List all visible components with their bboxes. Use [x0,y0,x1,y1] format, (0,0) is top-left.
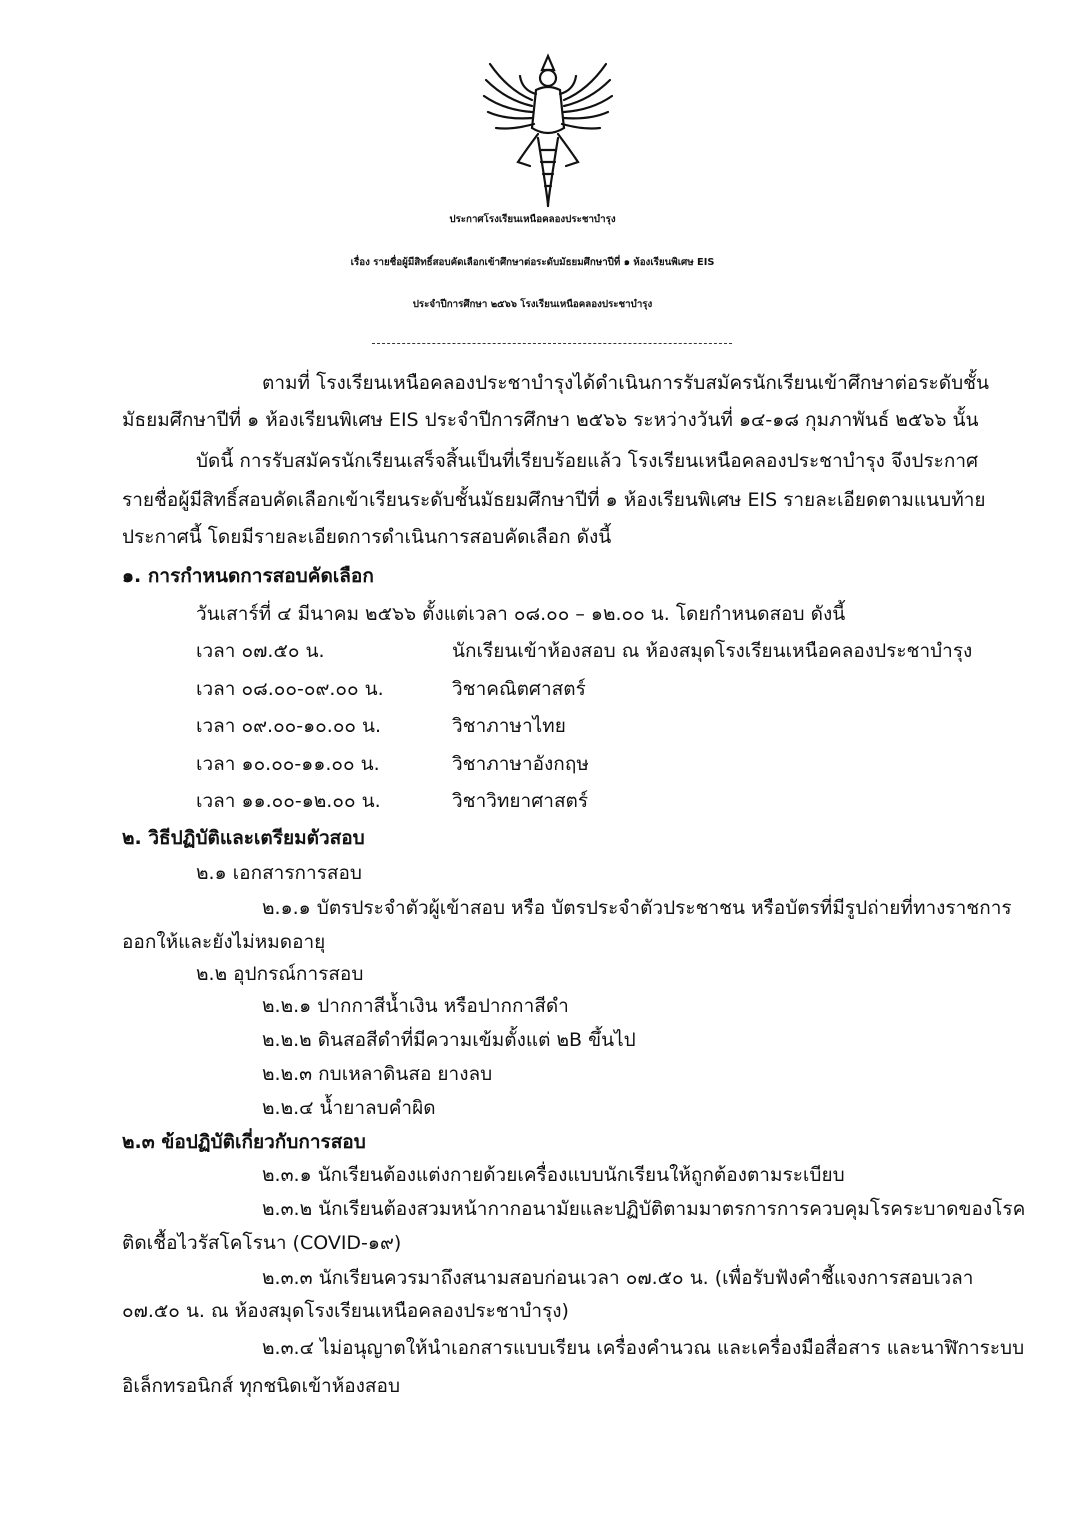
section-1-heading: ๑. การกำหนดการสอบคัดเลือก [122,565,374,587]
item-2-3-4-line-1: ๒.๓.๔ ไม่อนุญาตให้นำเอกสารแบบเรียน เครื่องคำนวณ และเครื่องมือสื่อสาร และนาฬิการะบบ [262,1337,1025,1359]
schedule-time: เวลา ๐๘.๐๐-๐๙.๐๐ น. [196,678,384,700]
announcement-year: ประจำปีการศึกษา ๒๕๖๖ โรงเรียนเหนือคลองประชาบำรุง [412,299,653,310]
divider [372,343,732,344]
section-2-3-heading: ๒.๓ ข้อปฏิบัติเกี่ยวกับการสอบ [122,1131,366,1153]
schedule-subject: วิชาภาษาอังกฤษ [452,753,589,775]
schedule-subject: วิชาวิทยาศาสตร์ [452,790,589,812]
item-2-1-1-line-2: ออกให้และยังไม่หมดอายุ [122,931,326,953]
exam-date: วันเสาร์ที่ ๔ มีนาคม ๒๕๖๖ ตั้งแต่เวลา ๐๘.๐๐ – ๑๒.๐๐ น. โดยกำหนดสอบ ดังนี้ [196,603,846,625]
item-2-2-4: ๒.๒.๔ น้ำยาลบคำผิด [262,1097,436,1119]
item-2-3-2-line-2: ติดเชื้อไวรัสโคโรนา (COVID-๑๙) [122,1232,402,1254]
subsection-2-1: ๒.๑ เอกสารการสอบ [196,862,362,884]
garuda-emblem-icon [478,50,618,210]
schedule-subject: วิชาคณิตศาสตร์ [452,678,586,700]
item-2-3-3-line-2: ๐๗.๕๐ น. ณ ห้องสมุดโรงเรียนเหนือคลองประชาบำรุง) [122,1300,569,1322]
item-2-3-3-line-1: ๒.๓.๓ นักเรียนควรมาถึงสนามสอบก่อนเวลา ๐๗.๕๐ น. (เพื่อรับฟังคำชี้แจงการสอบเวลา [262,1267,974,1289]
item-2-3-4-line-2: อิเล็กทรอนิกส์ ทุกชนิดเข้าห้องสอบ [122,1375,401,1397]
announcement-title: ประกาศโรงเรียนเหนือคลองประชาบำรุง [449,214,616,225]
schedule-subject: วิชาภาษาไทย [452,715,566,737]
schedule-time: เวลา ๐๗.๕๐ น. [196,640,325,662]
item-2-2-1: ๒.๒.๑ ปากกาสีน้ำเงิน หรือปากกาสีดำ [262,995,569,1017]
intro-paragraph-1-line-2: มัธยมศึกษาปีที่ ๑ ห้องเรียนพิเศษ EIS ประจำปีการศึกษา ๒๕๖๖ ระหว่างวันที่ ๑๔-๑๘ กุมภาพันธ์ ๒๕๖๖ นั้น [122,409,979,431]
item-2-2-2: ๒.๒.๒ ดินสอสีดำที่มีความเข้มตั้งแต่ ๒B ขึ้นไป [262,1029,636,1051]
schedule-subject: นักเรียนเข้าห้องสอบ ณ ห้องสมุดโรงเรียนเหนือคลองประชาบำรุง [452,640,973,662]
item-2-2-3: ๒.๒.๓ กบเหลาดินสอ ยางลบ [262,1063,493,1085]
schedule-time: เวลา ๐๙.๐๐-๑๐.๐๐ น. [196,715,382,737]
item-2-1-1-line-1: ๒.๑.๑ บัตรประจำตัวผู้เข้าสอบ หรือ บัตรประจำตัวประชาชน หรือบัตรที่มีรูปถ่ายที่ทางราชการ [262,897,1012,919]
intro-paragraph-2-line-2: รายชื่อผู้มีสิทธิ์สอบคัดเลือกเข้าเรียนระดับชั้นมัธยมศึกษาปีที่ ๑ ห้องเรียนพิเศษ EIS รายละเอียดตามแนบท้าย [122,489,986,511]
subsection-2-2: ๒.๒ อุปกรณ์การสอบ [196,963,364,985]
item-2-3-1: ๒.๓.๑ นักเรียนต้องแต่งกายด้วยเครื่องแบบนักเรียนให้ถูกต้องตามระเบียบ [262,1164,845,1186]
intro-paragraph-2-line-1: บัดนี้ การรับสมัครนักเรียนเสร็จสิ้นเป็นที่เรียบร้อยแล้ว โรงเรียนเหนือคลองประชาบำรุง จึงประกาศ [196,450,979,472]
announcement-subject: เรื่อง รายชื่อผู้มีสิทธิ์สอบคัดเลือกเข้าศึกษาต่อระดับมัธยมศึกษาปีที่ ๑ ห้องเรียนพิเศษ EIS [350,257,715,268]
section-2-heading: ๒. วิธีปฏิบัติและเตรียมตัวสอบ [122,827,365,849]
intro-paragraph-2-line-3: ประกาศนี้ โดยมีรายละเอียดการดำเนินการสอบคัดเลือก ดังนี้ [122,526,612,548]
intro-paragraph-1-line-1: ตามที่ โรงเรียนเหนือคลองประชาบำรุงได้ดำเนินการรับสมัครนักเรียนเข้าศึกษาต่อระดับชั้น [262,372,990,394]
schedule-time: เวลา ๑๑.๐๐-๑๒.๐๐ น. [196,790,381,812]
item-2-3-2-line-1: ๒.๓.๒ นักเรียนต้องสวมหน้ากากอนามัยและปฏิบัติตามมาตรการการควบคุมโรคระบาดของโรค [262,1198,1026,1220]
schedule-time: เวลา ๑๐.๐๐-๑๑.๐๐ น. [196,753,380,775]
